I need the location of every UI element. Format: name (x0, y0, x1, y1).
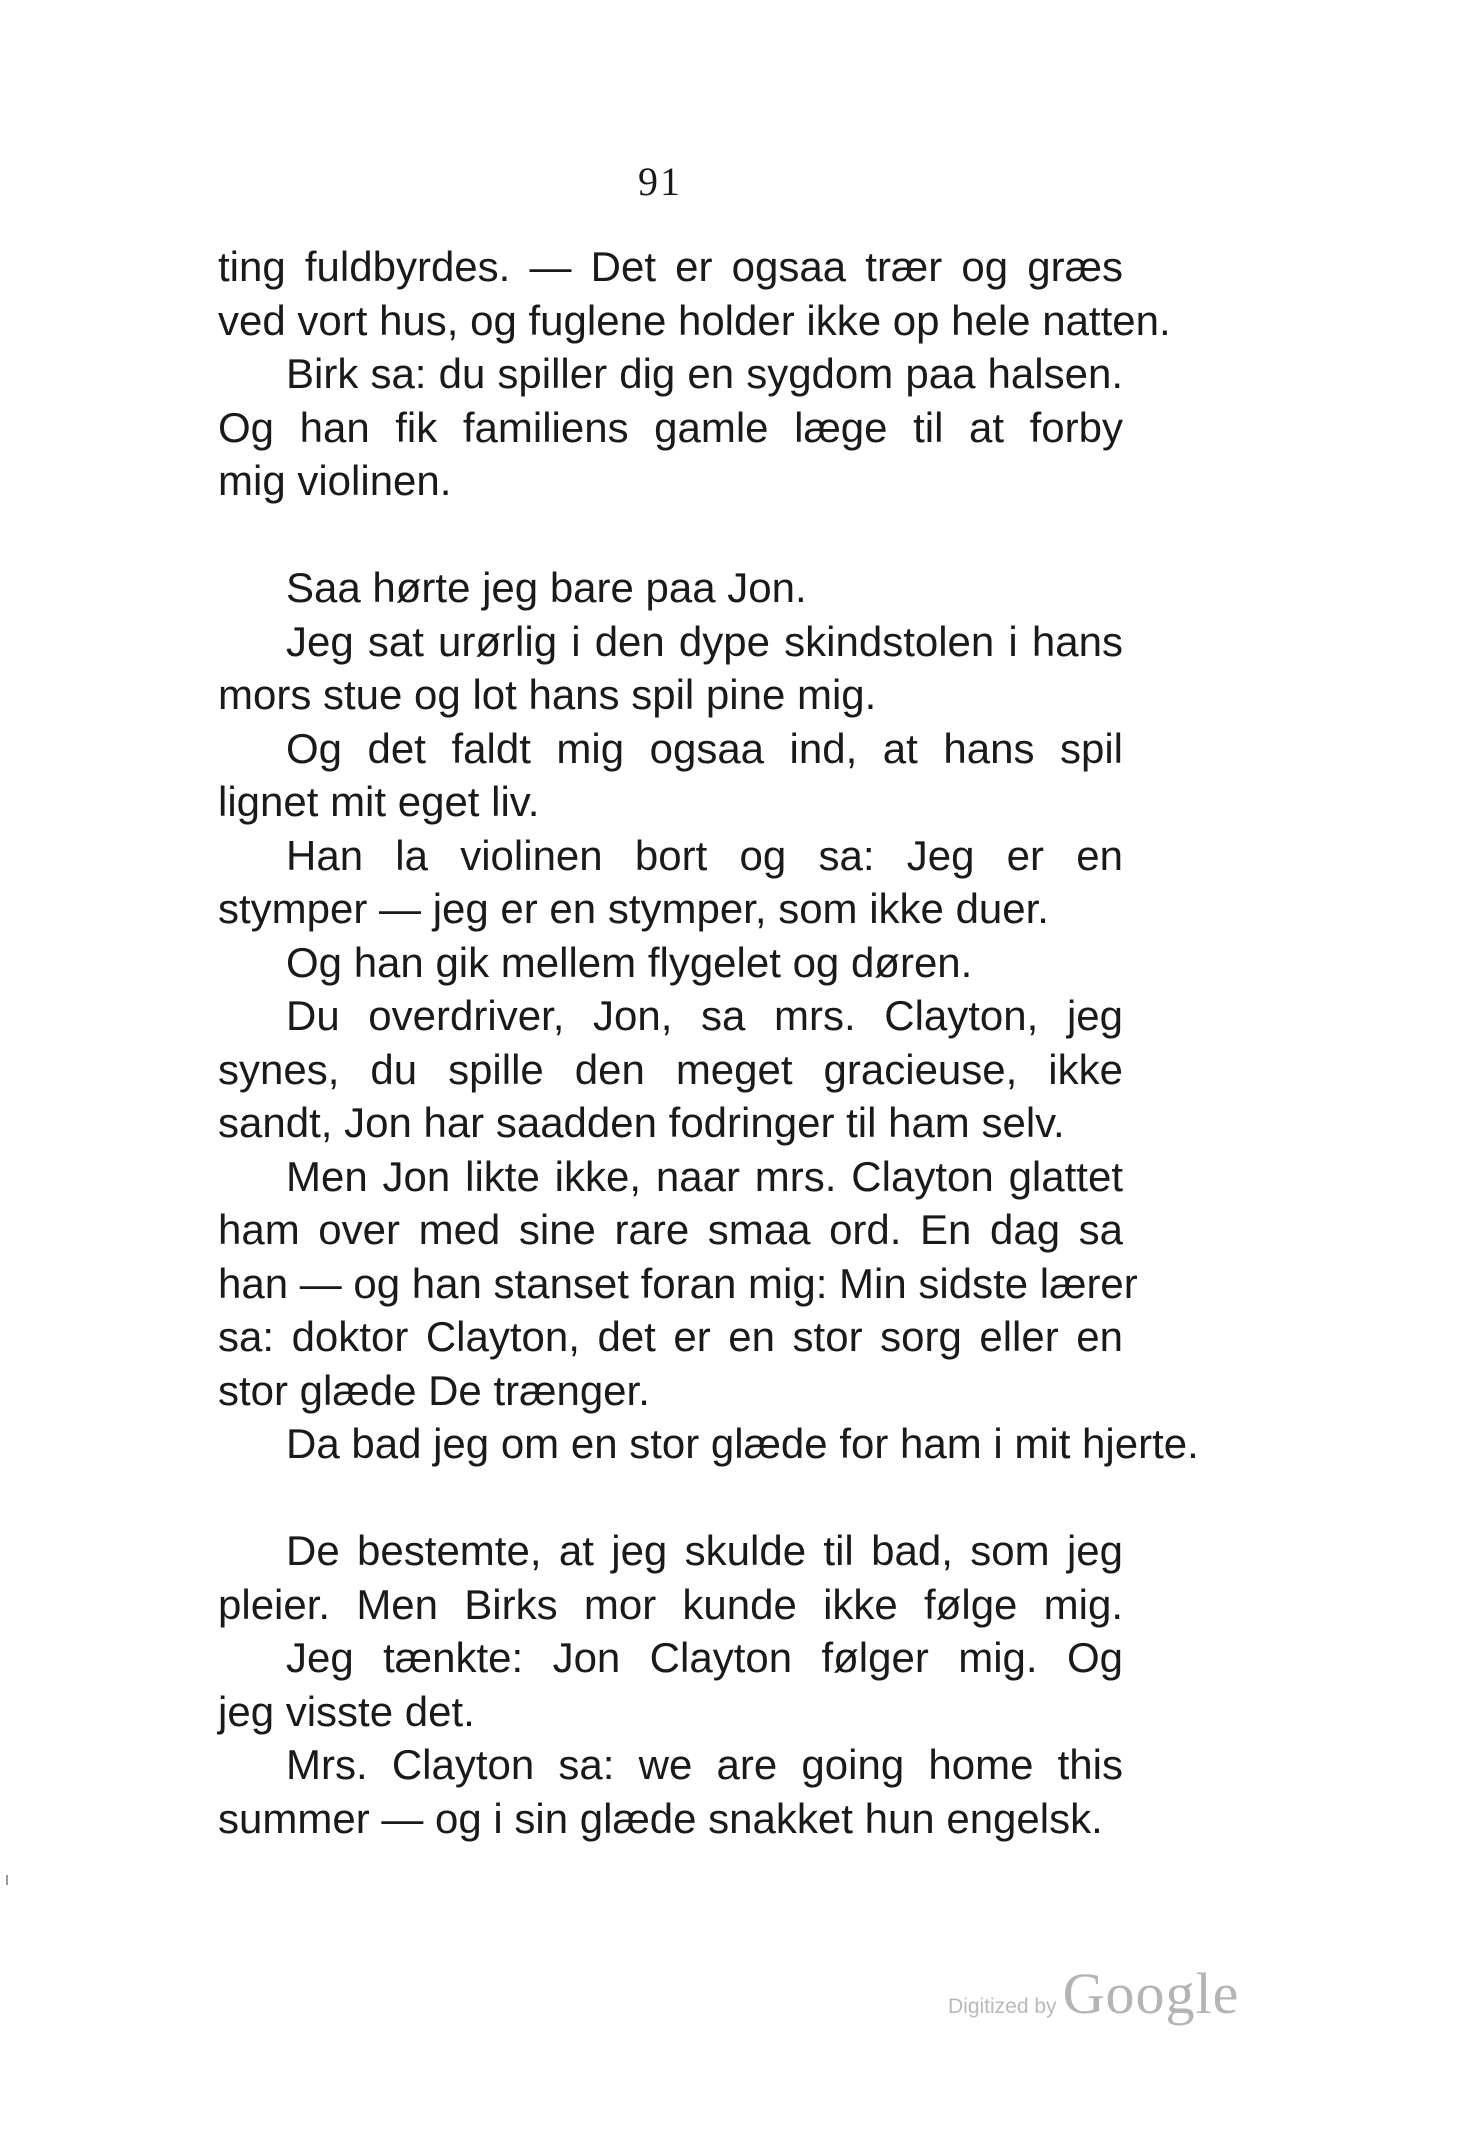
text-line: Og han gik mellem flygelet og døren. (286, 938, 973, 986)
text-line: Og det faldt mig ogsaa ind, at hans spil (286, 724, 1123, 772)
text-line: han — og han stanset foran mig: Min sidste lærer (218, 1259, 1138, 1307)
paragraph-gap (218, 508, 1123, 562)
text-line: De bestemte, at jeg skulde til bad, som jeg (286, 1527, 1123, 1574)
text-line: Men Jon likte ikke, naar mrs. Clayton glattet (286, 1152, 1123, 1200)
margin-mark (6, 1875, 8, 1885)
text-line: stor glæde De trænger. (218, 1366, 650, 1414)
text-line: pleier. Men Birks mor kunde ikke følge mig. (218, 1580, 1123, 1628)
text-line: Jeg tænkte: Jon Clayton følger mig. Og (286, 1634, 1123, 1681)
body-text (218, 240, 1199, 1845)
text-line: Og han fik familiens gamle læge til at forby (218, 403, 1123, 451)
text-line: ved vort hus, og fuglene holder ikke op hele natten. (218, 296, 1171, 344)
text-line: synes, du spille den meget gracieuse, ikke (218, 1045, 1123, 1093)
text-line: Birk sa: du spiller dig en sygdom paa halsen. (286, 350, 1123, 397)
text-line: summer — og i sin glæde snakket hun engelsk. (218, 1794, 1103, 1842)
text-line: stymper — jeg er en stymper, som ikke duer. (218, 885, 1049, 932)
text-line: ham over med sine rare smaa ord. En dag sa (218, 1206, 1123, 1253)
text-line: ting fuldbyrdes. — Det er ogsaa trær og græs (218, 243, 1123, 290)
text-line: Han la violinen bort og sa: Jeg er en (286, 831, 1123, 879)
paragraph-gap (218, 1471, 1123, 1525)
text-line: jeg visste det. (218, 1687, 475, 1735)
text-line: Saa hørte jeg bare paa Jon. (286, 564, 807, 611)
digitized-watermark (948, 1960, 1239, 2027)
text-line: mors stue og lot hans spil pine mig. (218, 671, 877, 718)
text-line: Mrs. Clayton sa: we are going home this (286, 1741, 1123, 1788)
page-number: 91 (638, 159, 682, 204)
text-line: lignet mit eget liv. (218, 778, 540, 825)
text-line: mig violinen. (218, 457, 452, 504)
text-line: Da bad jeg om en stor glæde for ham i mit hjerte. (286, 1420, 1199, 1467)
text-line: Jeg sat urørlig i den dype skindstolen i hans (286, 617, 1123, 665)
text-line: sa: doktor Clayton, det er en stor sorg eller en (218, 1313, 1123, 1360)
text-line: sandt, Jon har saadden fodringer til ham selv. (218, 1099, 1065, 1146)
watermark-prefix: Digitized by (948, 1995, 1057, 2018)
text-line: Du overdriver, Jon, sa mrs. Clayton, jeg (286, 992, 1123, 1039)
google-logo: Google (1062, 1961, 1240, 2026)
